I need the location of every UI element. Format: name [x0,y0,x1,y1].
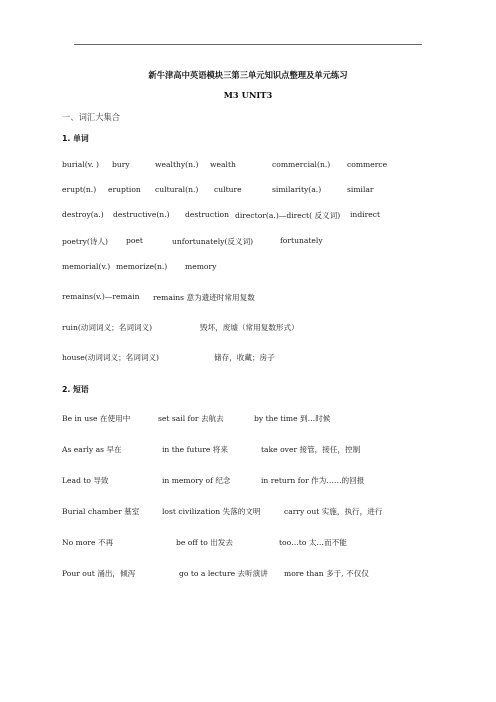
vocab-word: erupt(n.) [62,185,97,194]
header-rule [74,44,422,45]
phrase: Pour out 涌出，倾泻 [62,569,136,578]
phrase: Burial chamber 墓室 [62,507,140,516]
vocab-word: destructive(n.) [113,210,170,219]
vocab-word: house(动词词义；名词词义) [62,353,160,362]
vocab-word: poet [126,236,143,245]
vocab-word: burial(v. ) [62,160,99,169]
vocab-word: ruin(动词词义；名词词义) [62,323,153,332]
vocab-word: 毁坏，废墟（常用复数形式） [200,323,299,332]
vocab-word: eruption [108,185,141,194]
vocab-word: memory [185,262,217,271]
vocab-word: destroy(a.) [62,210,104,219]
vocab-word: fortunately [280,236,323,245]
phrase: No more 不再 [62,538,114,547]
vocab-word: director(a.)—direct( 反义词) [235,211,341,220]
phrase: in the future 将来 [162,445,228,454]
vocab-word: similar [347,185,374,194]
subheading-phrases: 2. 短语 [62,385,89,394]
vocab-word: remains 意为遗迹时常用复数 [153,293,255,302]
vocab-word: bury [112,160,130,169]
vocab-word: poetry(诗人) [62,237,109,246]
phrase: lost civilization 失落的文明 [162,507,261,516]
subheading-words: 1. 单词 [62,134,89,143]
phrase: carry out 实施，执行，进行 [284,507,383,516]
phrase: As early as 早在 [62,445,122,454]
vocab-word: memorize(n.) [116,262,168,271]
phrase: by the time 到…时候 [254,414,331,423]
doc-subtitle: M3 UNIT3 [223,90,273,100]
vocab-word: commercial(n.) [272,160,331,169]
phrase: set sail for 去航去 [158,414,224,423]
vocab-word: commerce [347,160,388,169]
phrase: more than 多于, 不仅仅 [284,569,369,578]
vocab-word: similarity(a.) [272,185,322,194]
vocab-word: unfortunately(反义词) [172,237,254,246]
phrase: Lead to 导致 [62,476,109,485]
phrase: too…to 太…而不能 [279,538,347,547]
vocab-word: destruction [185,210,230,219]
vocab-word: wealthy(n.) [155,160,199,169]
phrase: in return for 作为……的回报 [261,476,365,485]
vocab-word: indirect [350,210,381,219]
vocab-word: memorial(v.) [62,262,111,271]
phrase: Be in use 在使用中 [62,414,131,423]
phrase: go to a lecture 去听演讲 [179,569,268,578]
vocab-word: remains(v.)—remain [62,292,140,301]
phrase: in memory of 纪念 [162,476,231,485]
vocab-word: wealth [210,160,236,169]
vocab-word: cultural(n.) [155,185,199,194]
phrase: take over 接管，接任，控制 [261,445,361,454]
section-heading-vocab: 一、词汇大集合 [62,112,121,122]
vocab-word: 储存，收藏；房子 [214,353,275,362]
phrase: be off to 出发去 [176,538,233,547]
vocab-word: culture [214,185,242,194]
doc-title: 新牛津高中英语模块三第三单元知识点整理及单元练习 [148,70,348,80]
